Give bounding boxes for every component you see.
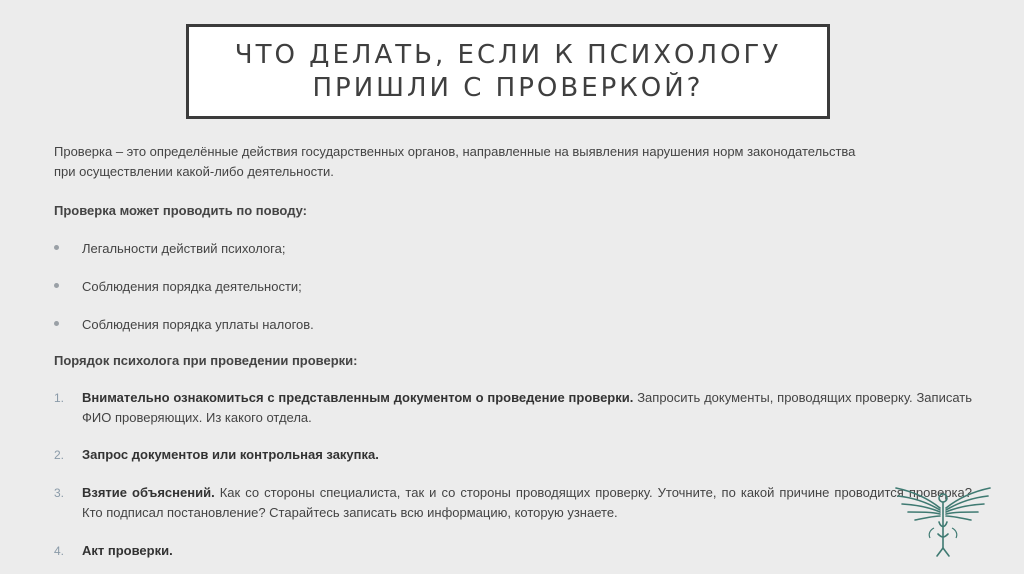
reasons-item bbox=[54, 315, 972, 353]
title-line-2: ПРИШЛИ С ПРОВЕРКОЙ? bbox=[312, 72, 704, 103]
winged-figure-logo-icon bbox=[890, 478, 996, 558]
procedure-item bbox=[54, 541, 972, 561]
procedure-item-text: Как со стороны специалиста, так и со стороны проводящих проверку. Уточните, по какой причине проводится проверка? Кто подписал постановление? Старайтесь записать всю информацию, которую узнаете. bbox=[82, 485, 972, 520]
procedure-heading: Порядок психолога при проведении проверки: bbox=[54, 353, 358, 368]
procedure-item-text: Запросить документы, проводящих проверку. Записать ФИО проверяющих. Из какого отдела. bbox=[82, 390, 973, 425]
bullet-icon bbox=[54, 245, 59, 250]
reasons-item bbox=[54, 277, 972, 315]
intro-paragraph bbox=[54, 142, 972, 182]
procedure-item-bold: Взятие объяснений. bbox=[82, 485, 215, 500]
procedure-list bbox=[54, 388, 972, 561]
bullet-icon bbox=[54, 283, 59, 288]
reasons-heading: Проверка может проводить по поводу: bbox=[54, 203, 307, 218]
procedure-item bbox=[54, 445, 972, 465]
number-marker: 1. bbox=[54, 391, 65, 405]
reasons-item-text: Соблюдения порядка уплаты налогов. bbox=[82, 317, 314, 332]
slide-content bbox=[54, 142, 972, 561]
procedure-item bbox=[54, 483, 972, 523]
bullet-icon bbox=[54, 321, 59, 326]
number-marker: 3. bbox=[54, 486, 65, 500]
reasons-item bbox=[54, 239, 972, 277]
intro-line-2: при осуществлении какой-либо деятельности. bbox=[54, 164, 334, 179]
procedure-item-bold: Внимательно ознакомиться с представленным документом о проведение проверки. bbox=[82, 390, 634, 405]
reasons-list bbox=[54, 239, 972, 353]
title-box bbox=[186, 24, 830, 119]
procedure-item-bold: Акт проверки. bbox=[82, 543, 173, 558]
procedure-item bbox=[54, 388, 972, 428]
title-line-1: ЧТО ДЕЛАТЬ, ЕСЛИ К ПСИХОЛОГУ bbox=[234, 39, 782, 70]
number-marker: 4. bbox=[54, 544, 65, 558]
intro-line-1: Проверка – это определённые действия государственных органов, направленные на выявления нарушения норм законодательства bbox=[54, 144, 856, 159]
procedure-item-bold: Запрос документов или контрольная закупка. bbox=[82, 447, 379, 462]
reasons-item-text: Соблюдения порядка деятельности; bbox=[82, 279, 302, 294]
number-marker: 2. bbox=[54, 448, 65, 462]
reasons-item-text: Легальности действий психолога; bbox=[82, 241, 286, 256]
